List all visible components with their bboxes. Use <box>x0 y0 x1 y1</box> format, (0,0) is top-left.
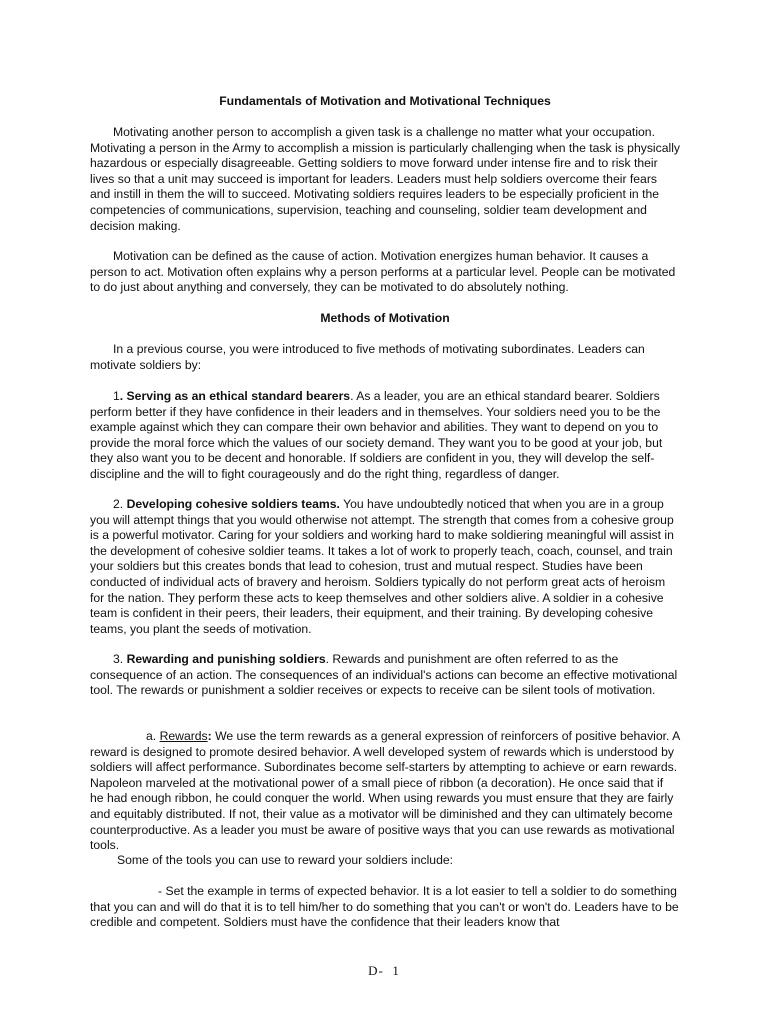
methods-intro-paragraph: In a previous course, you were introduced to five methods of motivating subordinates. Leaders can motivate soldiers by: <box>90 342 645 372</box>
method-2-text: You have undoubtedly noticed that when you are in a group you will attempt things that you would otherwise not attempt. The strength that comes from a cohesive group is a powerful motivator. Caring for your soldiers and working hard to make soldiering meaningful will assist in the development of cohesive soldier teams. It takes a lot of work to properly teach, coach, counsel, and train your soldiers but this creates bonds that lead to cohesion, trust and mutual respect. Studies have been conducted of individual acts of bravery and heroism. Soldiers typically do not perform great acts of heroism for the nation. They perform these acts to keep themselves and other soldiers alive. A soldier in a cohesive team is confident in their peers, their leaders, their equipment, and their training. By developing cohesive teams, you plant the seeds of motivation. <box>90 497 674 636</box>
bullet-1-text: Set the example in terms of expected behavior. It is a lot easier to tell a soldier to do something that you can and will do that it is to tell him/her to do something that you can't or won't do. Leaders have to be credible and competent. Soldiers must have the confidence that their leaders know that <box>90 884 679 930</box>
tools-intro: Some of the tools you can use to reward your soldiers include: <box>117 853 454 867</box>
definition-paragraph: Motivation can be defined as the cause of action. Motivation energizes human behavior. It causes a person to act. Motivation often explains why a person performs at a particular level. People can be motivated to do just about anything and conversely, they can be motivated to do absolutely nothing. <box>90 249 676 295</box>
method-2-heading: Developing cohesive soldiers teams. <box>126 497 340 511</box>
rewards-paragraph <box>90 729 680 854</box>
rewards-letter: a. <box>146 729 157 743</box>
methods-heading: Methods of Motivation <box>320 311 450 325</box>
page-footer: D- 1 <box>368 963 400 978</box>
method-2-number: 2. <box>113 497 124 511</box>
method-3-heading: Rewarding and punishing soldiers <box>126 652 326 666</box>
method-1-text: . As a leader, you are an ethical standard bearer. Soldiers perform better if they have confidence in their leaders and in themselves. Your soldiers need you to be the example against which they can compare their own behavior and abilities. They want to depend on you to provide the moral force which the values of our society demand. They want you to be good at your job, but they also want you to be decent and honorable. If soldiers are confident in you, they will develop the self-discipline and the will to fight courageously and do the right thing, regardless of danger. <box>90 389 663 481</box>
rewards-heading: Rewards <box>159 729 208 743</box>
rewards-colon: : <box>207 729 212 743</box>
document-title: Fundamentals of Motivation and Motivational Techniques <box>219 94 551 108</box>
method-1-number: 1 <box>113 389 120 403</box>
method-3-number: 3. <box>113 652 124 666</box>
tool-bullet-1 <box>90 884 680 931</box>
method-2-paragraph <box>90 497 680 637</box>
method-1-heading: . Serving as an ethical standard bearers <box>119 389 351 403</box>
method-3-paragraph <box>90 652 680 699</box>
method-1-paragraph <box>90 389 680 483</box>
rewards-text: We use the term rewards as a general expression of reinforcers of positive behavior. A reward is designed to promote desired behavior. A well developed system of rewards which is understood by soldiers will affect performance. Subordinates become self-starters by attempting to achieve or earn rewards. Napoleon marveled at the motivational power of a small piece of ribbon (a decoration). He once said that if he had enough ribbon, he could conquer the world. When using rewards you must ensure that they are fairly and equitably distributed. If not, their value as a motivator will be diminished and they can ultimately become counterproductive. As a leader you must be aware of positive ways that you can use rewards as motivational tools. <box>90 729 680 853</box>
intro-paragraph: Motivating another person to accomplish a given task is a challenge no matter what your occupation. Motivating a person in the Army to accomplish a mission is particularly challenging when the task is physically hazardous or especially disagreeable. Getting soldiers to move forward under intense fire and to risk their lives so that a unit may succeed is important for leaders. Leaders must help soldiers overcome their fears and instill in them the will to succeed. Motivating soldiers requires leaders to be especially proficient in the competencies of communications, supervision, teaching and counseling, soldier team development and decision making. <box>90 125 681 233</box>
bullet-dash: - <box>158 884 163 898</box>
method-3-text: . Rewards and punishment are often referred to as the consequence of an action. The consequences of an individual's actions can become an effective motivational tool. The rewards or punishment a soldier receives or expects to receive can be silent tools of motivation. <box>90 652 678 698</box>
